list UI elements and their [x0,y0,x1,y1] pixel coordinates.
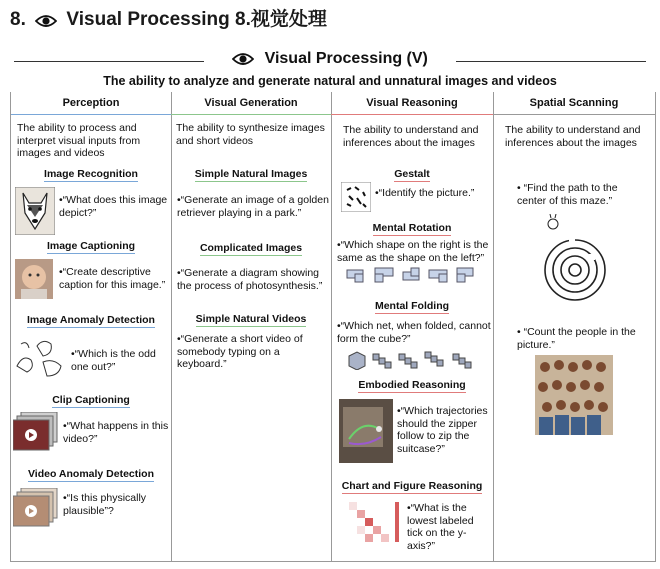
task-label-complicated-images: Complicated Images [199,242,303,254]
task-question: •“Generate a diagram showing the process of photosynthesis.” [177,267,323,292]
suitcase-photo [339,399,393,463]
task-label-gestalt: Gestalt [394,168,430,180]
column-visual-generation [171,92,332,561]
column-spatial-scanning [493,92,656,561]
column-heading: Visual Reasoning [331,92,493,115]
video-frames-clip [13,412,59,452]
column-heading: Spatial Scanning [493,92,655,115]
eye-icon [35,14,57,28]
task-label-image-captioning: Image Captioning [46,240,136,252]
task-label-video-anomaly-detection: Video Anomaly Detection [27,468,155,480]
baby-photo [15,259,53,299]
video-frames-anomaly [13,488,59,528]
task-question: •“Which trajectories should the zipper follow to zip the suitcase?” [397,405,488,455]
task-question: • “Count the people in the picture.” [517,326,636,351]
maze-image [539,214,611,306]
gestalt-image [341,182,371,212]
husky-image [15,187,55,235]
task-question: •“Generate a short video of somebody typing on a keyboard.” [177,333,303,370]
page-number: 8. [10,9,26,30]
task-question: •“What happens in this video?” [63,420,169,445]
column-description: The ability to understand and inferences about the images [343,124,479,149]
category-table [10,92,656,562]
task-question: •“Which shape on the right is the same as the shape on the left?” [337,239,489,264]
task-label-chart-and-figure-reasoning: Chart and Figure Reasoning [341,480,483,492]
section-title [0,50,660,68]
task-question: • “Find the path to the center of this maze.” [517,182,618,207]
task-label-simple-natural-videos: Simple Natural Videos [195,313,307,325]
page-header [10,4,327,31]
page-title: Visual Processing 8.视觉处理 [66,9,327,30]
task-question: •“Which is the odd one out?” [71,348,156,373]
task-question: •“Create descriptive caption for this image.” [59,266,166,291]
column-visual-reasoning [331,92,494,561]
task-question: •“Is this physically plausible”? [63,492,147,517]
crowd-photo [535,355,613,435]
task-label-mental-folding: Mental Folding [374,300,450,312]
task-label-embodied-reasoning: Embodied Reasoning [358,379,466,391]
eye-icon [232,52,254,66]
task-label-simple-natural-images: Simple Natural Images [194,168,308,180]
heatmap-figure [341,498,403,554]
task-label-mental-rotation: Mental Rotation [372,222,452,234]
column-description: The ability to understand and inferences about the images [505,124,641,149]
task-question: •“Which net, when folded, cannot form the cube?” [337,320,491,345]
task-question: •“Generate an image of a golden retriever playing in a park.” [177,194,329,219]
section-title-text: Visual Processing (V) [264,50,428,67]
task-label-clip-captioning: Clip Captioning [52,394,130,406]
column-description: The ability to synthesize images and short videos [176,122,325,147]
column-perception [11,92,172,561]
section-subtitle: The ability to analyze and generate natural and unnatural images and videos [103,74,557,88]
column-heading: Perception [11,92,171,115]
task-question: •“What is the lowest labeled tick on the y-axis?” [407,502,474,552]
task-label-image-recognition: Image Recognition [44,168,138,180]
task-label-image-anomaly-detection: Image Anomaly Detection [27,314,155,326]
rotation-shapes [345,266,477,284]
column-heading: Visual Generation [171,92,331,115]
task-question: •“Identify the picture.” [375,187,475,199]
column-description: The ability to process and interpret visual inputs from images and videos [17,122,141,159]
folding-nets [345,348,477,370]
task-question: •“What does this image depict?” [59,194,168,219]
animals-sketch [13,336,67,380]
